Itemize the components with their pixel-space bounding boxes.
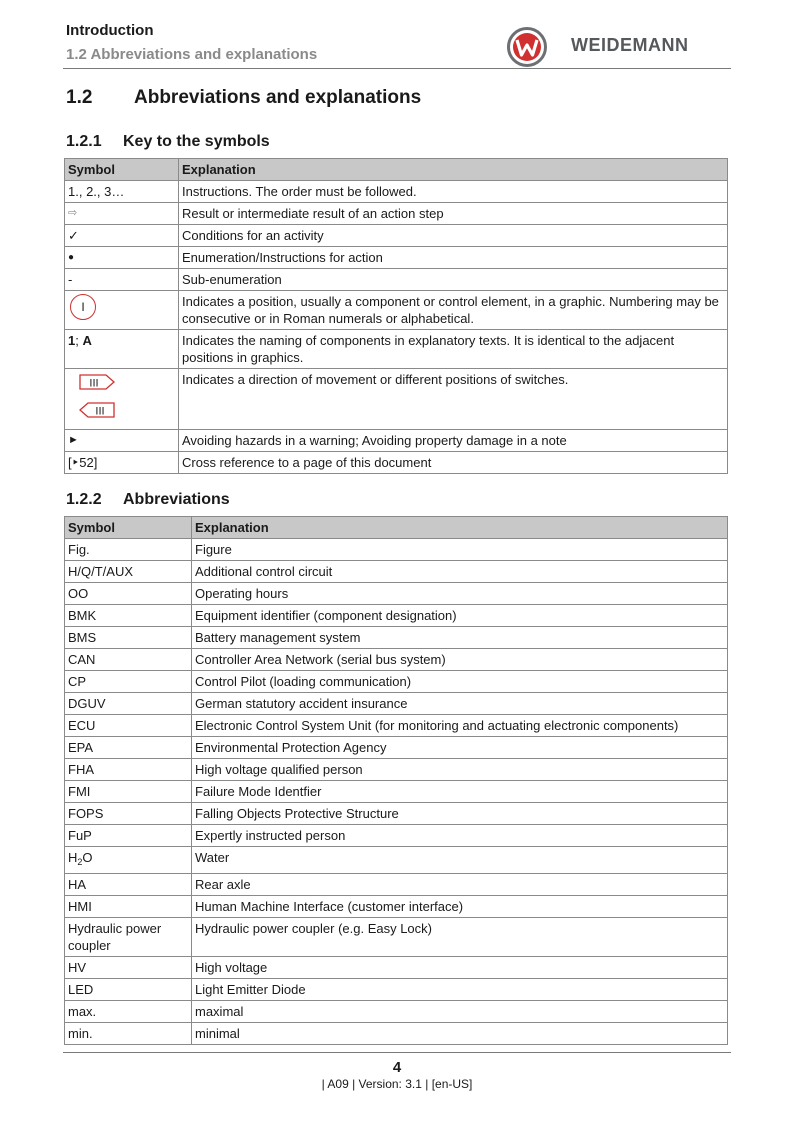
symbols-number: 1.2.1: [66, 133, 102, 150]
explanation-cell: Indicates a position, usually a component or control element, in a graphic. Numbering may be consecutive or in Roman numerals or alphabetical.: [179, 291, 728, 330]
table-row: [65, 181, 728, 203]
symbol-cell: -: [65, 269, 179, 291]
table-row: [65, 649, 728, 671]
symbol-cell: CP: [65, 671, 192, 693]
page-header: [0, 0, 794, 70]
table-row: [65, 1023, 728, 1045]
symbol-cell: [65, 330, 179, 369]
header-title: Introduction: [66, 22, 154, 39]
symbol-letter: A: [82, 333, 92, 348]
explanation-cell: Failure Mode Identfier: [192, 781, 728, 803]
explanation-cell: Hydraulic power coupler (e.g. Easy Lock): [192, 918, 728, 957]
explanation-cell: Cross reference to a page of this document: [179, 452, 728, 474]
symbol-cell: FuP: [65, 825, 192, 847]
symbol-cell: [65, 369, 179, 430]
symbol-h: H: [68, 850, 78, 865]
column-header-explanation: Explanation: [192, 517, 728, 539]
table-row: [65, 452, 728, 474]
checkmark-icon: ✓: [65, 225, 179, 247]
table-row: [65, 737, 728, 759]
explanation-cell: Conditions for an activity: [179, 225, 728, 247]
symbol-cell: Hydraulic power coupler: [65, 918, 192, 957]
cross-reference-symbol: [‣52]: [65, 452, 179, 474]
table-row: [65, 605, 728, 627]
table-row: [65, 269, 728, 291]
explanation-cell: Electronic Control System Unit (for monitoring and actuating electronic components): [192, 715, 728, 737]
direction-arrows-icon: [74, 373, 130, 421]
symbol-cell: DGUV: [65, 693, 192, 715]
explanation-cell: High voltage: [192, 957, 728, 979]
explanation-cell: Controller Area Network (serial bus system): [192, 649, 728, 671]
table-row: [65, 781, 728, 803]
table-row: [65, 203, 728, 225]
explanation-cell: Operating hours: [192, 583, 728, 605]
symbol-cell: max.: [65, 1001, 192, 1023]
table-row: [65, 918, 728, 957]
direction-left-label: III: [95, 405, 105, 418]
symbol-cell: FOPS: [65, 803, 192, 825]
explanation-cell: Instructions. The order must be followed.: [179, 181, 728, 203]
bullet-icon: ●: [65, 247, 179, 269]
table-row: [65, 330, 728, 369]
table-row: [65, 247, 728, 269]
table-row: [65, 539, 728, 561]
abbreviations-number: 1.2.2: [66, 491, 102, 508]
symbols-table: [64, 158, 728, 474]
table-row: [65, 979, 728, 1001]
explanation-cell: minimal: [192, 1023, 728, 1045]
column-header-symbol: Symbol: [65, 517, 192, 539]
symbol-cell: FHA: [65, 759, 192, 781]
header-divider: [63, 68, 731, 69]
explanation-cell: Expertly instructed person: [192, 825, 728, 847]
table-header-row: [65, 517, 728, 539]
symbol-cell: HV: [65, 957, 192, 979]
symbol-cell: H/Q/T/AUX: [65, 561, 192, 583]
table-header-row: [65, 159, 728, 181]
header-subtitle: 1.2 Abbreviations and explanations: [66, 46, 318, 63]
abbreviations-table: [64, 516, 728, 1045]
symbol-cell: CAN: [65, 649, 192, 671]
footer-divider: [63, 1052, 731, 1053]
table-row: [65, 847, 728, 874]
symbols-title: Key to the symbols: [123, 133, 270, 150]
symbol-o: O: [82, 850, 93, 865]
explanation-cell: Result or intermediate result of an action step: [179, 203, 728, 225]
table-row: [65, 693, 728, 715]
column-header-symbol: Symbol: [65, 159, 179, 181]
explanation-cell: Battery management system: [192, 627, 728, 649]
table-row: [65, 671, 728, 693]
symbol-cell: 1., 2., 3…: [65, 181, 179, 203]
explanation-cell: Light Emitter Diode: [192, 979, 728, 1001]
explanation-cell: Avoiding hazards in a warning; Avoiding property damage in a note: [179, 430, 728, 452]
position-circle-icon: I: [70, 294, 96, 320]
symbol-cell: min.: [65, 1023, 192, 1045]
table-row: [65, 825, 728, 847]
symbol-cell: LED: [65, 979, 192, 1001]
symbol-number: 1: [68, 333, 76, 348]
symbol-cell: EPA: [65, 737, 192, 759]
symbol-cell: OO: [65, 583, 192, 605]
explanation-cell: Figure: [192, 539, 728, 561]
section-number: 1.2: [66, 87, 93, 108]
weidemann-logo-icon: [507, 27, 547, 67]
table-row: [65, 430, 728, 452]
explanation-cell: Sub-enumeration: [179, 269, 728, 291]
table-row: [65, 291, 728, 330]
table-row: [65, 957, 728, 979]
brand-name: WEIDEMANN: [571, 35, 689, 55]
symbol-cell: [65, 847, 192, 874]
table-row: [65, 627, 728, 649]
explanation-cell: Water: [192, 847, 728, 874]
abbreviations-title: Abbreviations: [123, 491, 230, 508]
symbol-cell: BMS: [65, 627, 192, 649]
explanation-cell: Human Machine Interface (customer interface): [192, 896, 728, 918]
abbreviations-heading: [66, 491, 230, 509]
section-title: Abbreviations and explanations: [134, 87, 422, 108]
result-arrow-icon: ⇨: [65, 203, 179, 225]
direction-right-label: III: [89, 377, 99, 390]
symbol-cell: HA: [65, 874, 192, 896]
symbol-cell: Fig.: [65, 539, 192, 561]
explanation-cell: Control Pilot (loading communication): [192, 671, 728, 693]
explanation-cell: Enumeration/Instructions for action: [179, 247, 728, 269]
symbols-heading: [66, 133, 270, 151]
explanation-cell: Indicates a direction of movement or different positions of switches.: [179, 369, 728, 430]
table-row: [65, 583, 728, 605]
explanation-cell: Indicates the naming of components in explanatory texts. It is identical to the adjacent positions in graphics.: [179, 330, 728, 369]
table-row: [65, 369, 728, 430]
explanation-cell: German statutory accident insurance: [192, 693, 728, 715]
table-row: [65, 874, 728, 896]
symbol-subscript: 2: [77, 857, 83, 867]
explanation-cell: Falling Objects Protective Structure: [192, 803, 728, 825]
table-row: [65, 803, 728, 825]
section-heading: [66, 87, 421, 109]
table-row: [65, 1001, 728, 1023]
symbol-cell: [65, 291, 179, 330]
version-info: | A09 | Version: 3.1 | [en-US]: [321, 1077, 473, 1091]
page-number: 4: [392, 1059, 402, 1076]
table-row: [65, 715, 728, 737]
symbol-cell: FMI: [65, 781, 192, 803]
warning-triangle-icon: ►: [65, 430, 179, 452]
table-row: [65, 896, 728, 918]
symbol-separator: ;: [75, 333, 83, 348]
explanation-cell: Rear axle: [192, 874, 728, 896]
table-row: [65, 759, 728, 781]
explanation-cell: High voltage qualified person: [192, 759, 728, 781]
column-header-explanation: Explanation: [179, 159, 728, 181]
explanation-cell: maximal: [192, 1001, 728, 1023]
symbol-cell: ECU: [65, 715, 192, 737]
symbol-cell: BMK: [65, 605, 192, 627]
explanation-cell: Equipment identifier (component designation): [192, 605, 728, 627]
explanation-cell: Environmental Protection Agency: [192, 737, 728, 759]
table-row: [65, 561, 728, 583]
table-row: [65, 225, 728, 247]
explanation-cell: Additional control circuit: [192, 561, 728, 583]
symbol-cell: HMI: [65, 896, 192, 918]
